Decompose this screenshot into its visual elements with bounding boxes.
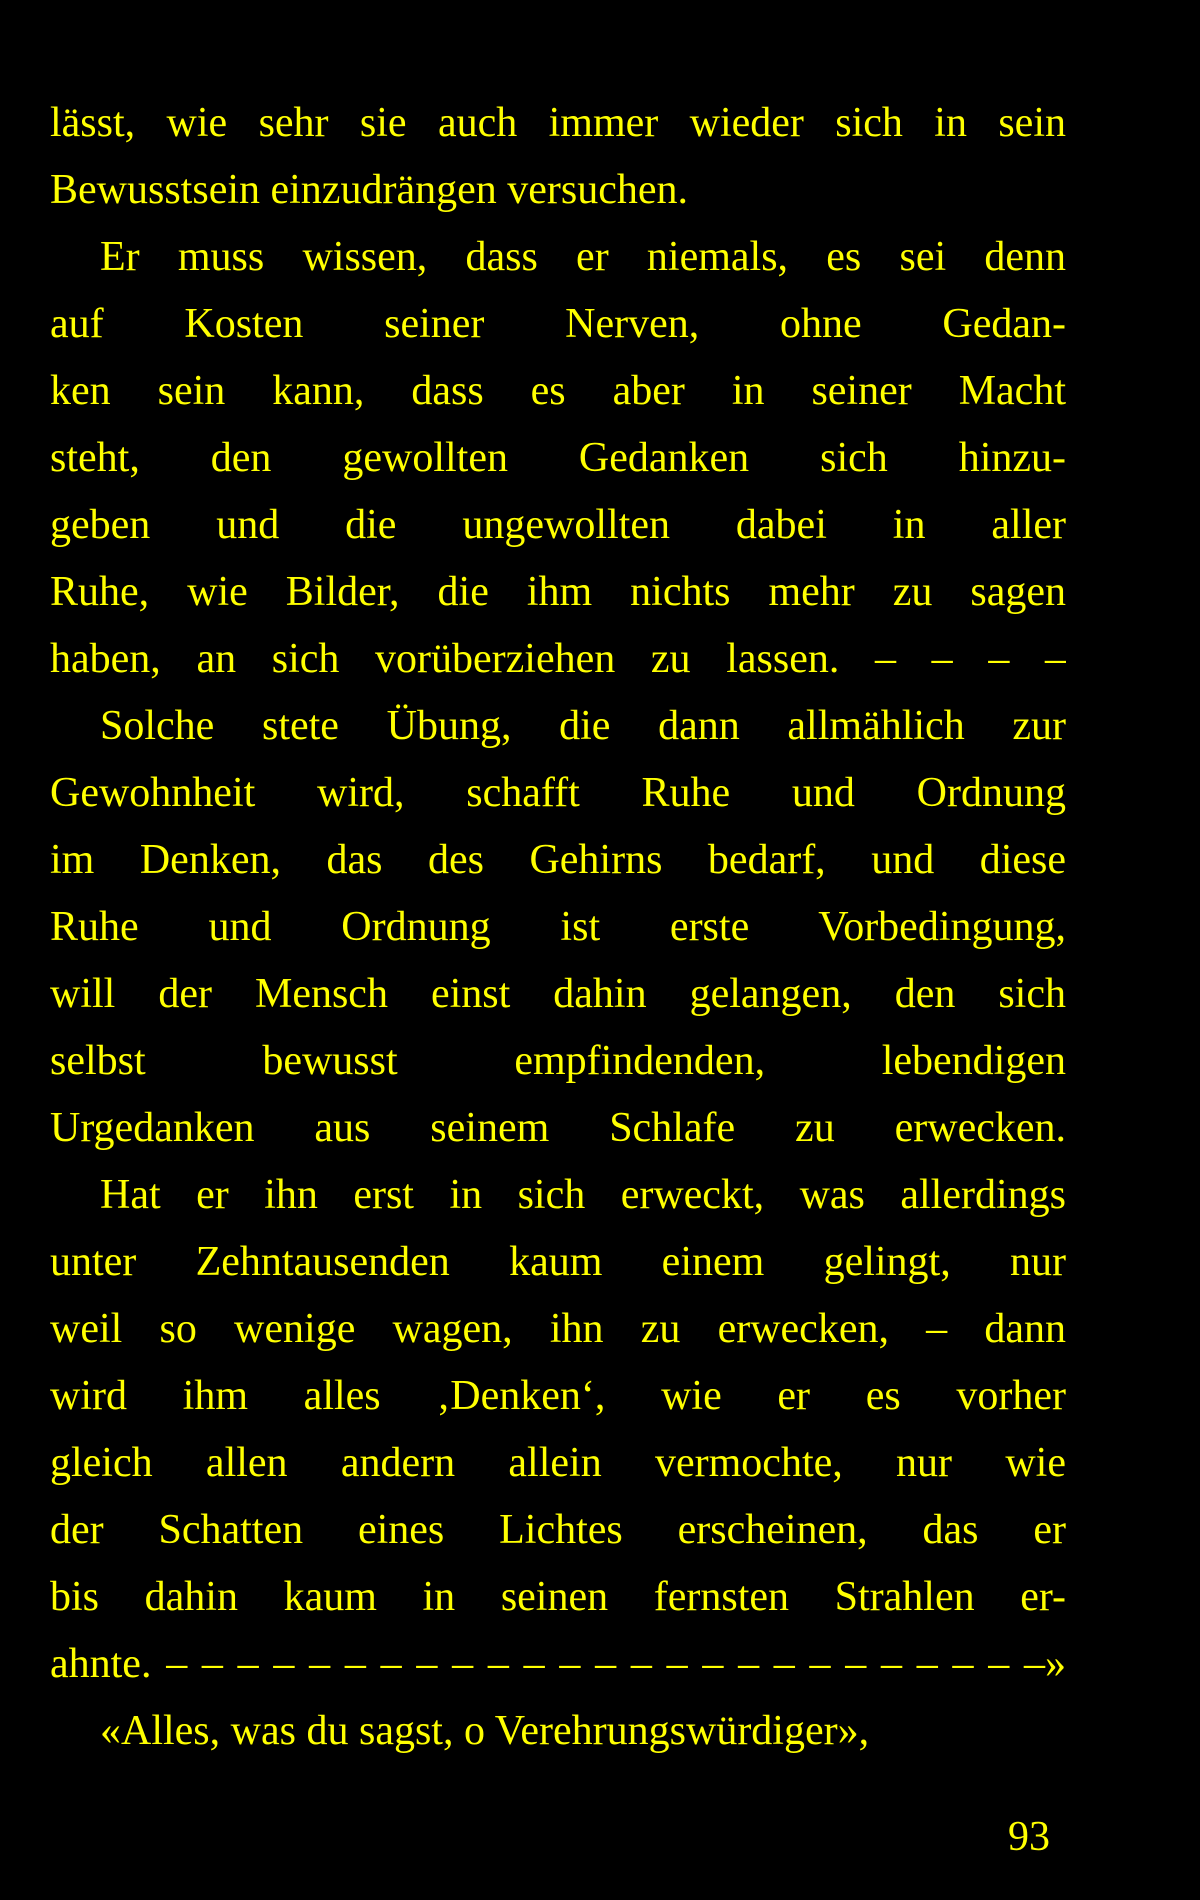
text-line: bis dahin kaum in seinen fernsten Strahlen er- (50, 1574, 1066, 1620)
text-line: gleich allen andern allein vermochte, nur wie (50, 1440, 1066, 1486)
text-line: Hat er ihn erst in sich erweckt, was allerdings (100, 1172, 1066, 1218)
text-line: der Schatten eines Lichtes erscheinen, das er (50, 1507, 1066, 1553)
text-line: im Denken, das des Gehirns bedarf, und diese (50, 837, 1066, 883)
text-line: Ruhe und Ordnung ist erste Vorbedingung, (50, 904, 1066, 950)
text-line: geben und die ungewollten dabei in aller (50, 502, 1066, 548)
text-line: ken sein kann, dass es aber in seiner Macht (50, 368, 1066, 414)
text-line: wird ihm alles ‚Denken‘, wie er es vorher (50, 1373, 1066, 1419)
text-line: haben, an sich vorüberziehen zu lassen. – – – – (50, 636, 1066, 682)
text-line: will der Mensch einst dahin gelangen, den sich (50, 971, 1066, 1017)
text-line: Er muss wissen, dass er niemals, es sei denn (100, 234, 1066, 280)
text-line: Gewohnheit wird, schafft Ruhe und Ordnung (50, 770, 1066, 816)
text-line: auf Kosten seiner Nerven, ohne Gedan- (50, 301, 1066, 347)
text-line: steht, den gewollten Gedanken sich hinzu- (50, 435, 1066, 481)
text-line: «Alles, was du sagst, o Verehrungswürdiger», (100, 1708, 870, 1754)
text-line: Solche stete Übung, die dann allmählich zur (100, 703, 1066, 749)
text-line: ahnte. – – – – – – – – – – – – – – – – – – – – – – – – –» (50, 1641, 1066, 1687)
text-line: lässt, wie sehr sie auch immer wieder sich in sein (50, 100, 1066, 146)
text-line: Urgedanken aus seinem Schlafe zu erwecken. (50, 1105, 1066, 1151)
text-line: Ruhe, wie Bilder, die ihm nichts mehr zu sagen (50, 569, 1066, 615)
text-line: weil so wenige wagen, ihn zu erwecken, – dann (50, 1306, 1066, 1352)
text-line: unter Zehntausenden kaum einem gelingt, nur (50, 1239, 1066, 1285)
body-text (50, 90, 1066, 1765)
text-line: Bewusstsein einzudrängen versuchen. (50, 167, 688, 213)
page-number: 93 (1008, 1814, 1050, 1860)
text-line: selbst bewusst empfindenden, lebendigen (50, 1038, 1066, 1084)
